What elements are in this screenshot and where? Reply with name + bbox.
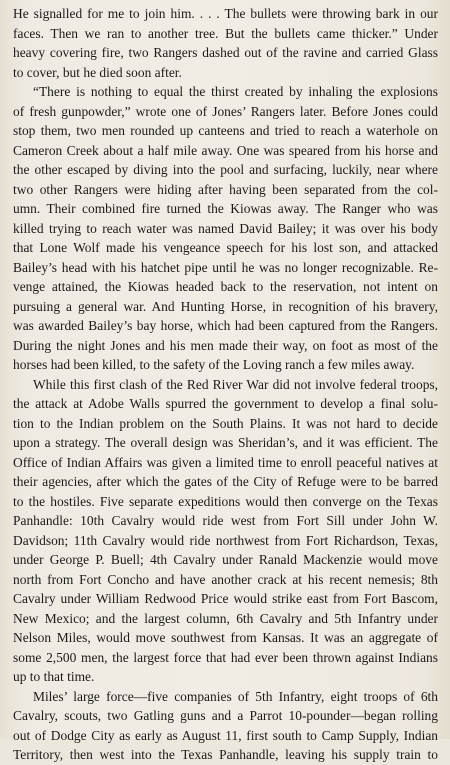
text-line: the attack at Adobe Walls spurred the government to develop a final solu- [13, 396, 438, 411]
text-line: Miles’ large force—five companies of 5th Infantry, eight troops of 6th [33, 688, 438, 704]
text-line: Cameron Creek about a half mile away. One was speared from his horse and [13, 142, 438, 158]
text-line: killed trying to reach water was named David Bailey; it was over his body [13, 220, 438, 236]
text-line: under George P. Buell; 4th Cavalry under Ranald Mackenzie would move [13, 552, 438, 567]
text-line: tion to the Indian problem on the South Plains. It was not hard to decide [13, 415, 438, 431]
text-line: horses had been killed, to the safety of the Loving ranch a few miles away. [13, 357, 415, 372]
text-line: “There is nothing to equal the thirst created by inhaling the explosions [33, 84, 438, 99]
text-line: venge attained, the Kiowas headed back to the reservation, not intent on [13, 279, 438, 294]
paragraph [13, 4, 438, 82]
text-line: Bailey’s head with his hatchet pipe until he was no longer recognizable. Re- [13, 259, 438, 275]
text-line: While this first clash of the Red River War did not involve federal troops, [33, 376, 438, 392]
text-line: was awarded Bailey’s bay horse, which had been captured from the Rangers. [13, 318, 438, 333]
text-line: two other Rangers were hiding after having been separated from the col- [13, 181, 438, 197]
text-line: north from Fort Concho and have another crack at his recent nemesis; 8th [13, 571, 438, 587]
text-line: faces. Then we ran to another tree. But the bullets came thicker.” Under [13, 25, 438, 41]
text-line: some 2,500 men, the largest force that had ever been thrown against Indians [13, 649, 438, 665]
text-line: Panhandle: 10th Cavalry would ride west from Fort Sill under John W. [13, 513, 438, 528]
text-line: Nelson Miles, would move southwest from Kansas. It was an aggregate of [13, 630, 438, 645]
text-line: Cavalry under William Redwood Price would strike east from Fort Bascom, [13, 591, 438, 606]
text-line: that Lone Wolf made his vengeance speech for his lost son, and attacked [13, 240, 438, 255]
text-line: upon a strategy. The overall design was Sheridan’s, and it was efficient. The [13, 435, 438, 450]
text-line: of fresh gunpowder,” wrote one of Jones’ Rangers later. Before Jones could [13, 103, 438, 119]
paragraph [13, 82, 438, 375]
text-line: New Mexico; and the largest column, 6th Cavalry and 5th Infantry under [13, 610, 438, 626]
text-line: Territory, then west into the Texas Panhandle, leaving his supply train to [13, 747, 438, 762]
text-line: During the night Jones and his men made their way, on foot as most of the [13, 337, 438, 353]
text-line: Cavalry, scouts, two Gatling guns and a Parrot 10-pounder—began rolling [13, 708, 438, 723]
text-line: He signalled for me to join him. . . . The bullets were throwing bark in our [13, 6, 438, 21]
text-line: umn. Their combined fire turned the Kiowas away. The Ranger who was [13, 201, 438, 216]
text-line: Office of Indian Affairs was given a limited time to enroll peaceful natives at [13, 454, 438, 470]
text-line: Davidson; 11th Cavalry would ride northwest from Fort Richardson, Texas, [13, 532, 438, 548]
paragraph [13, 375, 438, 687]
text-line: to the hostiles. Five separate expeditions would then converge on the Texas [13, 493, 438, 509]
text-line: their agencies, after which the gates of the City of Refuge were to be barred [13, 474, 438, 489]
text-line: heavy covering fire, two Rangers dashed out of the ravine and carried Glass [13, 45, 438, 60]
body-text [13, 4, 438, 765]
text-line: to cover, but he died soon after. [13, 64, 182, 80]
text-line: up to that time. [13, 669, 95, 684]
paragraph [13, 687, 438, 765]
text-line: stop them, two men rounded up canteens and tried to reach a waterhole on [13, 123, 438, 138]
text-line: pursuing a general war. And Hunting Horse, in recognition of his bravery, [13, 298, 438, 314]
text-line: out of Dodge City as early as August 11, first south to Camp Supply, Indian [13, 727, 438, 743]
text-line: the other escaped by diving into the pool and surfacing, luckily, near where [13, 162, 438, 177]
